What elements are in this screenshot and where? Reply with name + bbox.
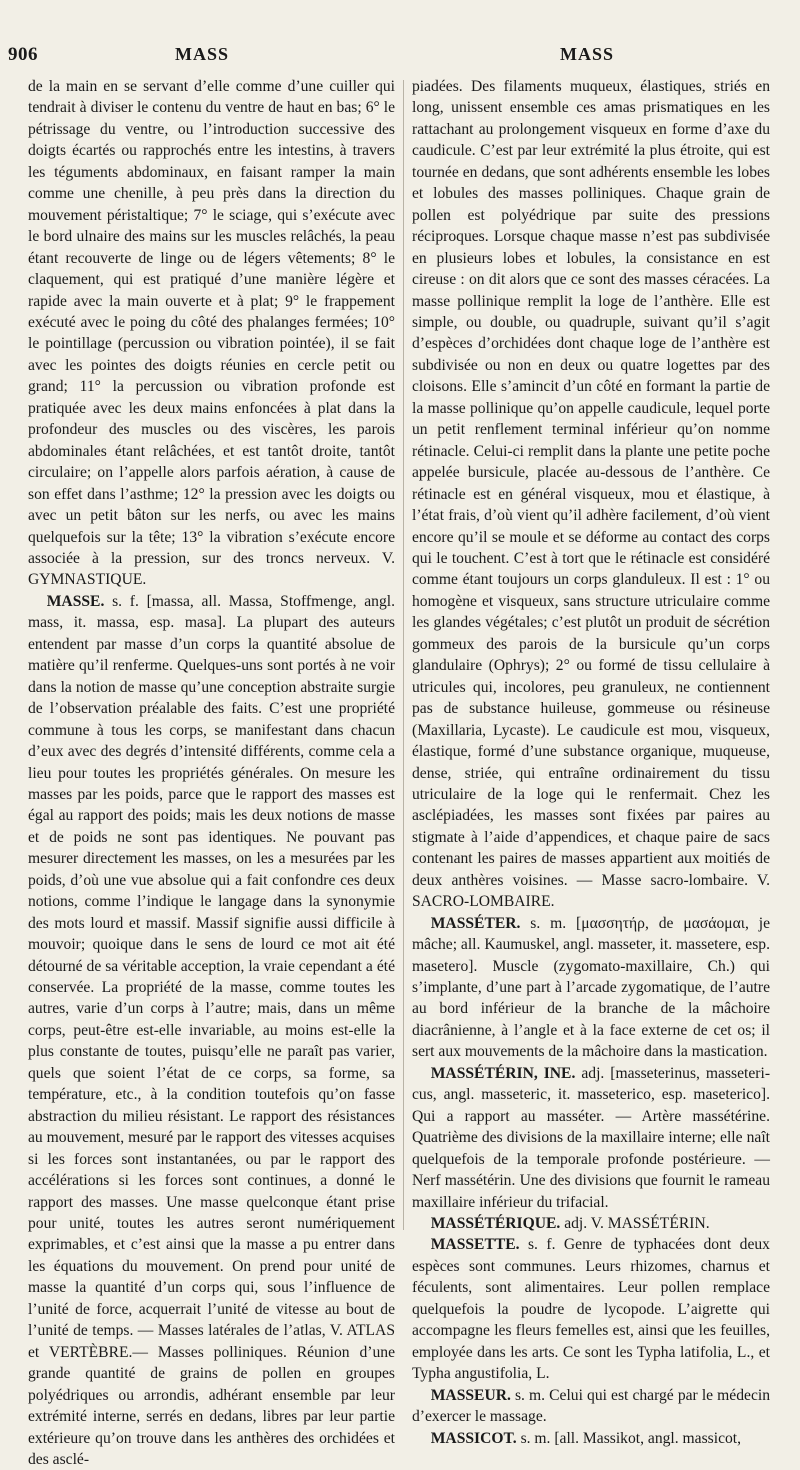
entry-masseter-text: s. m. [μασσητήρ, de μασάομαι, je mâche; all. Kaumuskel, angl. masseter, it. massetere, esp. masetero]. Muscle (zygomato-maxillaire, Ch.) qui s’implante, d’une part à l’arcade zygomatique, de l’autre au bord inférieur de la branche de la mâchoire diacrânienne, à l’angle et à la face externe de cet os; il sert aux mouvements de la mâchoire dans la mastication. (412, 914, 770, 1061)
entry-massicot (412, 1428, 770, 1449)
entry-massererique (412, 1213, 770, 1234)
left-column (28, 76, 395, 1468)
headword-massererique: MASSÉTÉRIQUE. (430, 1215, 561, 1233)
entry-masseterin (412, 1063, 770, 1213)
headword-massette: MASSETTE. (430, 1236, 520, 1254)
right-column (412, 76, 771, 1447)
entry-masseur-text: s. m. Celui qui est chargé par le médecin d’exercer le massage. (412, 1386, 770, 1426)
page-header (0, 44, 800, 70)
headword-masseter: MASSÉTER. (430, 914, 521, 932)
entry-masseur (412, 1385, 770, 1428)
massage-continuation: de la main en se servant d’elle comme d’une cuiller qui tendrait à diviser le contenu du ventre de haut en bas; 6° le pétrissage du ventre, ou l’introduction successive des doigts écartés ou rapprochés entre les intestins, à travers les téguments abdominaux, en faisant ramper la main comme une chenille, à peu près dans la direction du mouvement péristaltique; 7° le sciage, qui s’exécute avec le bord ulnaire des mains sur les muscles relâchés, la peau étant recouverte de linge ou de légers vêtements; 8° le claquement, qui est pratiqué d’une manière légère et rapide avec la main ouverte et à plat; 9° le frappement exécuté avec le poing du côté des phalanges fermées; 10° le pointillage (percussion ou vibration pointée), il se fait avec les pointes des doigts réunies en cercle petit ou grand; 11° la percussion ou vibration profonde est pratiquée avec les deux mains enfoncées à plat dans la profondeur des muscles ou des viscères, les parois abdominales étant relâchées, et est tantôt droite, tantôt circulaire; on l’appelle alors parfois aération, à cause de son effet dans l’asthme; 12° la pression avec les doigts ou avec un petit bâton sur les nerfs, ou avec les mains quelquefois sur la tête; 13° la vibration s’exécute encore associée à la pression, sur des troncs nerveux. V. GYMNASTIQUE. (28, 78, 395, 589)
entry-massette-text: s. f. Genre de typhacées dont deux espèces sont communes. Leurs rhizomes, charnus et féculents, sont alimentaires. Leur pollen remplace quelquefois la poudre de lycopode. L’aigrette qui accompagne les fleurs femelles est, ainsi que les feuilles, employée dans les arts. Ce sont les Typha latifolia, L., et Typha angustifolia, L. (412, 1236, 770, 1383)
headword-masseterin: MASSÉTÉRIN, INE. (430, 1064, 576, 1082)
entry-masseterin-text: adj. [masseterinus, masseteri-cus, angl. masseteric, it. masseterico, esp. maseterico]. Qui a rapport au masséter. — Artère massétérine. Quatrième des divisions de la maxillaire interne; elle naît quelquefois de la temporale profonde postérieure. —Nerf massétérin. Une des divisions que fournit le rameau maxillaire inférieur du trifacial. (412, 1064, 771, 1211)
entry-massererique-text: adj. V. MASSÉTÉRIN. (564, 1215, 710, 1233)
entry-massicot-text: s. m. [all. Massikot, angl. massicot, (520, 1429, 742, 1447)
column-divider (403, 80, 404, 1230)
entry-masse-text: s. f. [massa, all. Massa, Stoffmenge, angl. mass, it. massa, esp. masa]. La plupart des auteurs entendent par masse d’un corps la quantité absolue de matière qu’il renferme. Quelques-uns sont portés à ne voir dans la notion de masse qu’une conception abstraite surgie de l’observation préalable des faits. C’est une propriété commune à tous les corps, se manifestant dans chacun d’eux avec des degrés d’intensité différents, comme cela a lieu pour toutes les propriétés générales. On mesure les masses par les poids, parce que le rapport des masses est égal au rapport des poids; mais les deux notions de masse et de poids ne sont pas identiques. Ne pouvant pas mesurer directement les masses, on les a mesurées par les poids, d’où une vue absolue qui a fait confondre ces deux notions, comme l’indique le langage dans la synonymie des mots lourd et massif. Massif signifie aussi difficile à mouvoir; quoique dans le sens de lourd ce mot ait été détourné de sa véritable acception, la vraie cependant a été conservée. La propriété de la masse, comme toutes les autres, varie d’un corps à l’autre; mais, dans un même corps, peut-être est-elle invariable, au moins est-elle la plus constante de toutes, puisqu’elle ne paraît pas varier, quels que soient l’état de ce corps, sa forme, sa température, etc., à la condition toutefois qu’on fasse abstraction du milieu résistant. Le rapport des résistances au mouvement, mesuré par le rapport des vitesses acquises si les forces sont instantanées, ou par le rapport des accélérations si les forces sont continues, a donné le rapport des masses. Une masse quelconque étant prise pour unité, toutes les autres seront numériquement exprimables, et c’est ainsi que la masse a pu entrer dans les équations du mouvement. On prend pour unité de masse la quantité d’un corps qui, sous l’influence de l’unité de force, acquerrait l’unité de vitesse au bout de l’unité de temps. — Masses latérales de l’atlas, V. ATLAS et VERTÈBRE.— Masses polliniques. Réunion d’une grande quantité de grains de pollen en groupes polyédriques ou arrondis, adhérant ensemble par leur extrémité interne, serrés en dedans, libres par leur partie extérieure qu’on trouve dans les anthères des orchidées et des asclé- (28, 592, 395, 1468)
page-number: 906 (8, 44, 38, 65)
headword-masse: MASSE. (46, 592, 105, 610)
entry-massette (412, 1234, 770, 1384)
running-head-left: MASS (175, 44, 230, 64)
masse-continuation: piadées. Des filaments muqueux, élastiques, striés en long, unissent ensemble ces amas prismatiques en les rattachant au prolongement visqueux en forme d’axe du caudicule. C’est par leur extrémité la plus étroite, qui est tournée en dedans, que sont adhérents ensemble les lobes et lobules des masses polliniques. Chaque grain de pollen est polyédrique par suite des pressions réciproques. Lorsque chaque masse n’est pas subdivisée en plusieurs lobes et lobules, la consistance en est cireuse : on dit alors que ce sont des masses céracées. La masse pollinique remplit la loge de l’anthère. Elle est simple, ou double, ou quadruple, suivant qu’il s’agit d’espèces d’orchidées dont chaque loge de l’anthère est subdivisée ou non en deux ou quatre logettes par des cloisons. Elle s’amincit d’un côté en formant la partie de la masse pollinique qu’on appelle caudicule, lequel porte un petit renflement terminal inférieur qu’on nomme rétinacle. Celui-ci remplit dans la plante une petite poche appelée bursicule, placée au-dessous de l’anthère. Ce rétinacle est en général visqueux, mou et élastique, à l’état frais, d’où vient qu’il adhère facilement, d’où vient encore qu’il se moule et se déforme au contact des corps qui le touchent. C’est à tort que le rétinacle est considéré comme étant toujours un corps glanduleux. Il est : 1° ou homogène et visqueux, sans structure utriculaire comme les glandes végétales; c’est plutôt un produit de sécrétion gommeux des parois de la bursicule qu’un corps glandulaire (Ophrys); 2° ou formé de tissu cellulaire à utricules qui, incolores, peu granuleux, ne contiennent pas de substance huileuse, gommeuse ou résineuse (Maxillaria, Lycaste). Le caudicule est mou, visqueux, élastique, formé d’une substance organique, muqueuse, dense, striée, qui entraîne ordinairement du tissu utriculaire de la loge qui le renfermait. Chez les asclépiadées, les masses sont fixées par paires au stigmate à l’aide d’appendices, et chaque paire de sacs contenant les paires de masses appartient aux moitiés de deux anthères voisines. — Masse sacro-lombaire. V. SACRO-LOMBAIRE. (412, 78, 770, 911)
entry-masse (28, 591, 395, 1470)
headword-masseur: MASSEUR. (430, 1386, 511, 1404)
headword-massicot: MASSICOT. (430, 1429, 517, 1447)
entry-masseter (412, 913, 770, 1063)
running-head-right: MASS (560, 44, 615, 64)
